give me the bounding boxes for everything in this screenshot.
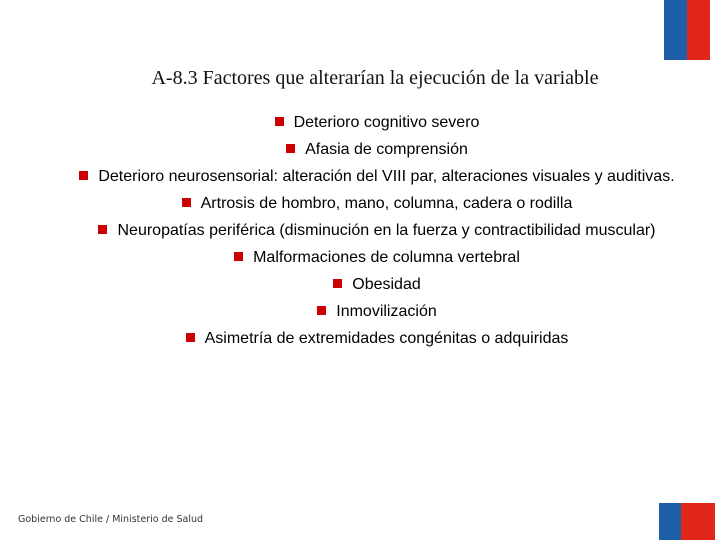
square-bullet-icon <box>186 333 195 342</box>
flag-red-stripe <box>681 503 715 540</box>
bullet-text: Deterioro neurosensorial: alteración del VIII par, alteraciones visuales y auditivas. <box>98 168 675 185</box>
square-bullet-icon <box>182 198 191 207</box>
bullet-list <box>72 112 682 355</box>
slide-title: A-8.3 Factores que alterarían la ejecución de la variable <box>151 67 599 89</box>
square-bullet-icon <box>333 279 342 288</box>
list-item <box>72 274 682 296</box>
footer-text: Gobierno de Chile / Ministerio de Salud <box>18 514 204 525</box>
square-bullet-icon <box>98 225 107 234</box>
square-bullet-icon <box>234 252 243 261</box>
chile-flag-top-stripes <box>664 0 710 60</box>
square-bullet-icon <box>275 117 284 126</box>
list-item <box>72 247 682 269</box>
bullet-text: Artrosis de hombro, mano, columna, cadera o rodilla <box>200 195 573 212</box>
list-item <box>72 328 682 350</box>
bullet-text: Malformaciones de columna vertebral <box>253 249 520 266</box>
bullet-text: Inmovilización <box>336 303 437 320</box>
list-item <box>72 139 682 161</box>
bullet-text: Neuropatías periférica (disminución en la fuerza y contractibilidad muscular) <box>117 222 656 239</box>
flag-blue-stripe <box>659 503 681 540</box>
bullet-text: Afasia de comprensión <box>305 141 468 158</box>
list-item <box>72 112 682 134</box>
chile-flag-bottom-stripes <box>659 503 715 540</box>
list-item <box>72 220 682 242</box>
list-item <box>72 301 682 323</box>
list-item <box>72 193 682 215</box>
bullet-text: Deterioro cognitivo severo <box>293 114 480 131</box>
flag-blue-stripe <box>664 0 687 60</box>
list-item <box>72 166 682 188</box>
bullet-text: Obesidad <box>352 276 421 293</box>
bullet-text: Asimetría de extremidades congénitas o adquiridas <box>204 330 569 347</box>
square-bullet-icon <box>286 144 295 153</box>
square-bullet-icon <box>79 171 88 180</box>
square-bullet-icon <box>317 306 326 315</box>
flag-red-stripe <box>687 0 710 60</box>
